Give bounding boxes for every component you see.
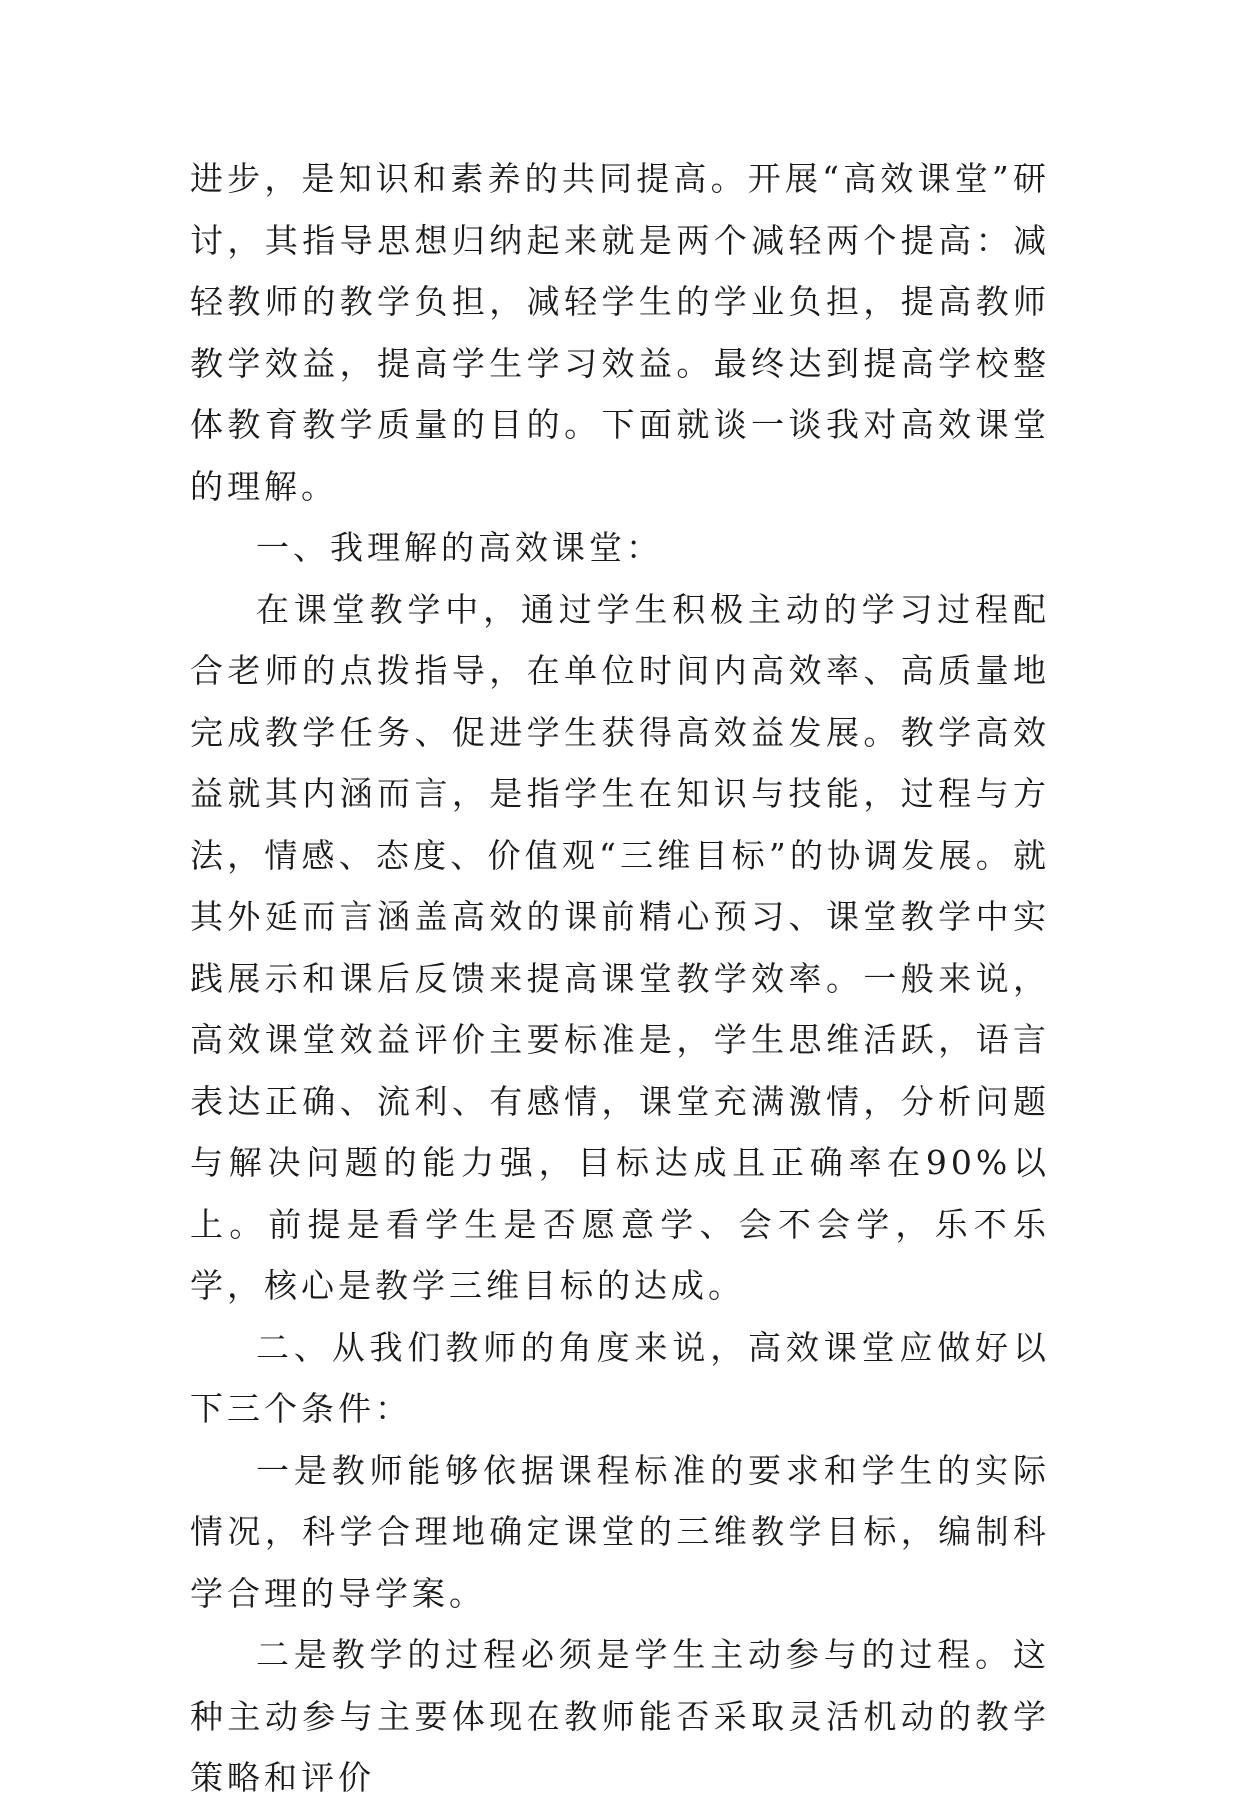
document-body <box>190 148 1050 1809</box>
paragraph-condition-2: 二是教学的过程必须是学生主动参与的过程。这种主动参与主要体现在教师能否采取灵活机动的教学策略和评价 <box>190 1635 1050 1797</box>
paragraph-condition-1: 一是教师能够依据课程标准的要求和学生的实际情况，科学合理地确定课堂的三维教学目标，编制科学合理的导学案。 <box>190 1450 1050 1613</box>
section-heading-2: 二、从我们教师的角度来说，高效课堂应做好以下三个条件： <box>190 1327 1050 1428</box>
paragraph-definition: 在课堂教学中，通过学生积极主动的学习过程配合老师的点拨指导，在单位时间内高效率、高质量地完成教学任务、促进学生获得高效益发展。教学高效益就其内涵而言，是指学生在知识与技能，过程与方法，情感、态度、价值观“三维目标”的协调发展。就其外延而言涵盖高效的课前精心预习、课堂教学中实践展示和课后反馈来提高课堂教学效率。一般来说，高效课堂效益评价主要标准是，学生思维活跃，语言表达正确、流利、有感情，课堂充满激情，分析问题与解决问题的能力强，目标达成且正确率在90%以上。前提是看学生是否愿意学、会不会学，乐不乐学，核心是教学三维目标的达成。 <box>190 589 1050 1305</box>
paragraph-intro: 进步，是知识和素养的共同提高。开展“高效课堂”研讨，其指导思想归纳起来就是两个减轻两个提高：减轻教师的教学负担，减轻学生的学业负担，提高教师教学效益，提高学生学习效益。最终达到提高学校整体教育教学质量的目的。下面就谈一谈我对高效课堂的理解。 <box>190 159 1050 506</box>
section-heading-1: 一、我理解的高效课堂： <box>256 528 663 567</box>
